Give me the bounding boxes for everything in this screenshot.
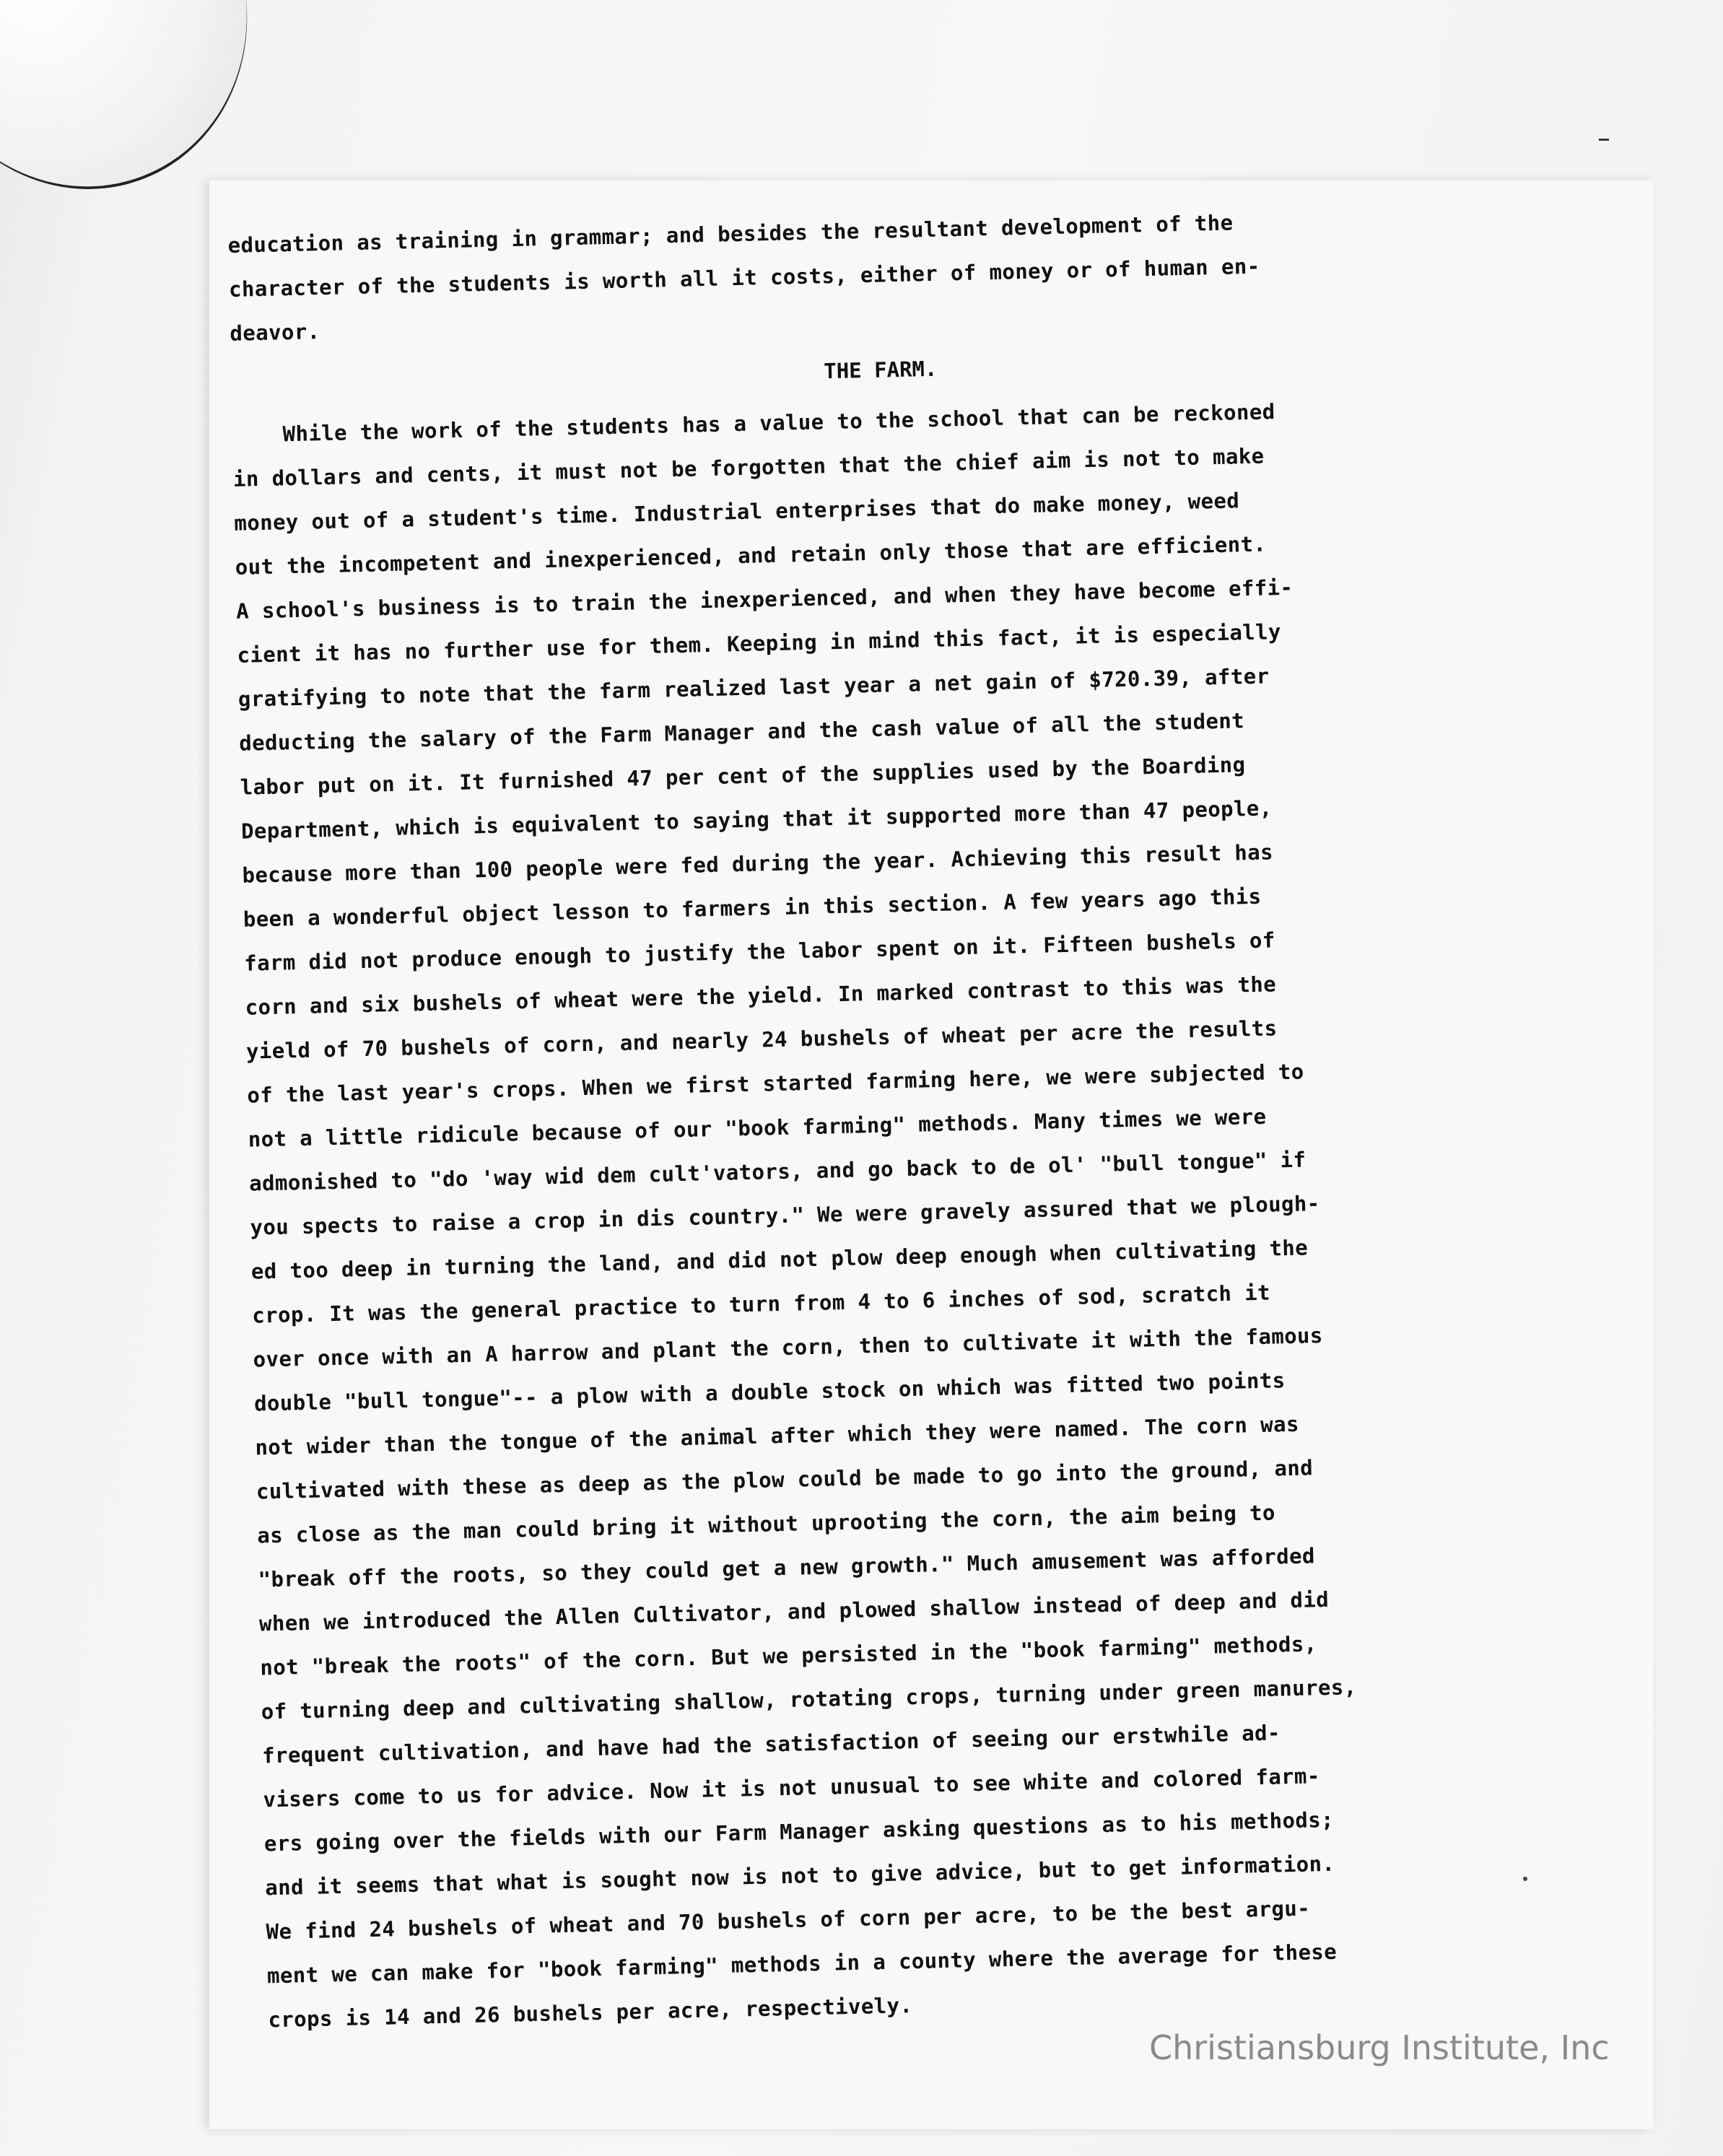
text-line: deducting the salary of the Farm Manager and the cash value of all the student bbox=[238, 708, 1245, 756]
text-line: money out of a student's time. Industrial enterprises that do make money, weed bbox=[234, 488, 1240, 536]
text-line: admonished to "do 'way wid dem cult'vators, and go back to de ol' "bull tongue" if bbox=[248, 1147, 1307, 1196]
text-line: Department, which is equivalent to saying that it supported more than 47 people, bbox=[240, 795, 1273, 844]
text-line: when we introduced the Allen Cultivator, and plowed shallow instead of deep and did bbox=[258, 1587, 1330, 1636]
text-line: not a little ridicule because of our "book farming" methods. Many times we were bbox=[248, 1104, 1267, 1152]
text-line: gratifying to note that the farm realized last year a net gain of $720.39, after bbox=[237, 663, 1270, 712]
text-line: frequent cultivation, and have had the satisfaction of seeing our erstwhile ad- bbox=[261, 1720, 1281, 1768]
text-line: ment we can make for "book farming" methods in a county where the average for these bbox=[266, 1939, 1338, 1989]
typewritten-page bbox=[209, 180, 1653, 2129]
text-line: While the work of the students has a value to the school that can be reckoned bbox=[282, 399, 1275, 447]
text-line: visers come to us for advice. Now it is not unusual to see white and colored farm- bbox=[263, 1763, 1321, 1812]
text-line: A school's business is to train the inexperienced, and when they have become effi- bbox=[235, 575, 1294, 624]
text-line: of the last year's crops. When we first started farming here, we were subjected to bbox=[247, 1059, 1304, 1108]
text-line: crop. It was the general practice to turn from 4 to 6 inches of sod, scratch it bbox=[251, 1280, 1271, 1328]
text-line: in dollars and cents, it must not be forgotten that the chief aim is not to make bbox=[232, 443, 1265, 492]
text-line: out the incompetent and inexperienced, and retain only those that are efficient. bbox=[235, 531, 1267, 580]
text-line: not "break the roots" of the corn. But we persisted in the "book farming" methods, bbox=[260, 1631, 1317, 1680]
text-line: We find 24 bushels of wheat and 70 bushels of corn per acre, to be the best argu- bbox=[266, 1895, 1311, 1945]
text-line: you spects to raise a crop in dis country." We were gravely assured that we plough- bbox=[250, 1191, 1320, 1240]
text-line: "break off the roots, so they could get a new growth." Much amusement was afforded bbox=[258, 1543, 1316, 1592]
text-line: not wider than the tongue of the animal after which they were named. The corn was bbox=[255, 1411, 1300, 1460]
text-line: deavor. bbox=[230, 319, 320, 346]
corner-mark bbox=[1599, 139, 1609, 141]
text-line: of turning deep and cultivating shallow, rotating crops, turning under green manures, bbox=[261, 1675, 1357, 1724]
text-line: double "bull tongue"-- a plow with a double stock on which was fitted two points bbox=[253, 1368, 1286, 1416]
text-line: because more than 100 people were fed during the year. Achieving this result has bbox=[242, 839, 1274, 888]
text-line: character of the students is worth all it costs, either of money or of human en- bbox=[228, 253, 1260, 302]
section-heading: THE FARM. bbox=[823, 356, 938, 384]
text-line: and it seems that what is sought now is not to give advice, but to get information. bbox=[264, 1851, 1335, 1900]
page-text bbox=[227, 192, 1676, 2043]
text-line: labor put on it. It furnished 47 per cent of the supplies used by the Boarding bbox=[240, 752, 1246, 800]
text-line: been a wonderful object lesson to farmers in this section. A few years ago this bbox=[243, 883, 1262, 932]
text-line: farm did not produce enough to justify the labor spent on it. Fifteen bushels of bbox=[243, 928, 1276, 976]
text-line: cient it has no further use for them. Keeping in mind this fact, it is especially bbox=[237, 619, 1282, 668]
text-line: corn and six bushels of wheat were the yield. In marked contrast to this was the bbox=[245, 972, 1277, 1020]
text-line: ed too deep in turning the land, and did not plow deep enough when cultivating the bbox=[250, 1235, 1309, 1284]
text-line: over once with an A harrow and plant the corn, then to cultivate it with the famous bbox=[253, 1322, 1324, 1372]
text-line: as close as the man could bring it without uprooting the corn, the aim being to bbox=[256, 1500, 1276, 1548]
text-line: cultivated with these as deep as the plow could be made to go into the ground, and bbox=[256, 1455, 1314, 1504]
text-line: yield of 70 bushels of corn, and nearly 24 bushels of wheat per acre the results bbox=[245, 1016, 1278, 1064]
text-line: education as training in grammar; and besides the resultant development of the bbox=[227, 210, 1234, 258]
text-line: crops is 14 and 26 bushels per acre, respectively. bbox=[268, 1993, 913, 2033]
text-line: ers going over the fields with our Farm Manager asking questions as to his methods; bbox=[263, 1807, 1335, 1856]
watermark: Christiansburg Institute, Inc bbox=[1149, 2028, 1610, 2067]
